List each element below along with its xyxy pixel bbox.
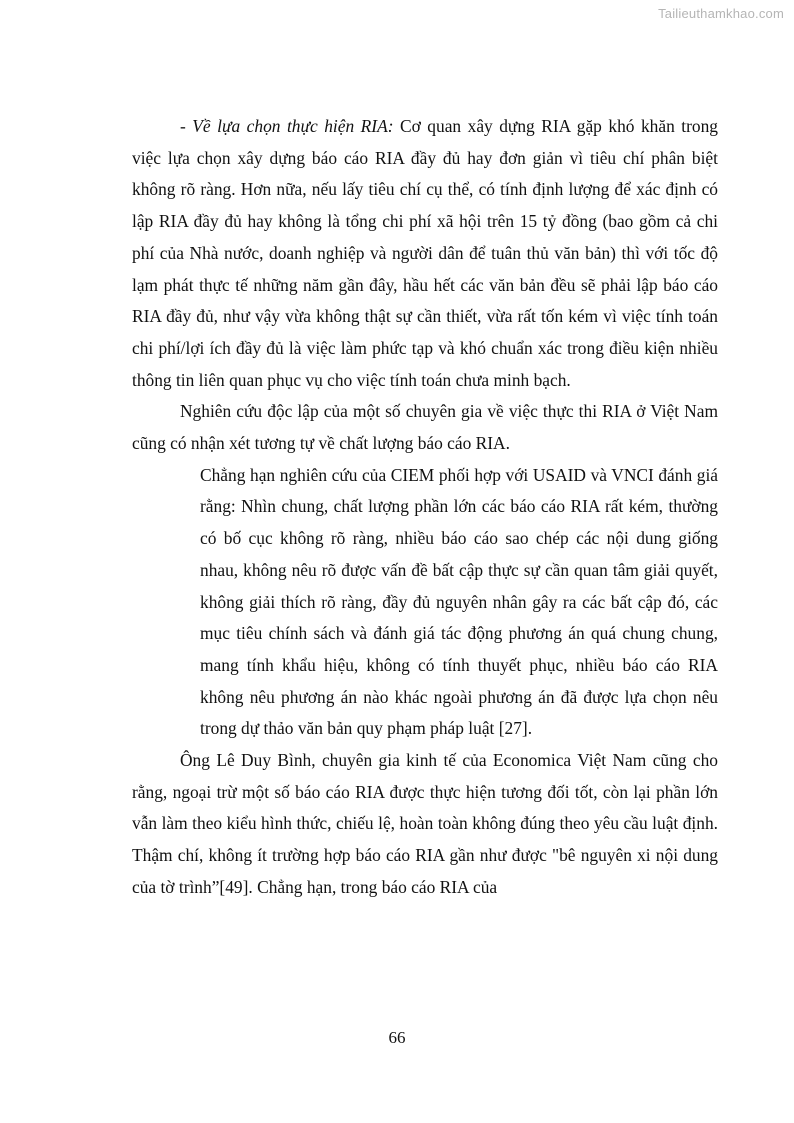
watermark: Tailieuthamkhao.com	[658, 6, 784, 21]
paragraph-independent-research: Nghiên cứu độc lập của một số chuyên gia về việc thực thi RIA ở Việt Nam cũng có nhận xét tương tự về chất lượng báo cáo RIA.	[132, 401, 718, 454]
paragraph-le-duy-binh: Ông Lê Duy Bình, chuyên gia kinh tế của Economica Việt Nam cũng cho rằng, ngoại trừ một số báo cáo RIA được thực hiện tương đối tốt, còn lại phần lớn vẫn làm theo kiểu hình thức, chiếu lệ, hoàn toàn không đúng theo yêu cầu luật định. Thậm chí, không ít trường hợp báo cáo RIA gần như được "bê nguyên xi nội dung của tờ trình”[49]. Chẳng hạn, trong báo cáo RIA của	[132, 750, 718, 897]
block-quote-ciem: Chẳng hạn nghiên cứu của CIEM phối hợp với USAID và VNCI đánh giá rằng: Nhìn chung, chất lượng phần lớn các báo cáo RIA rất kém, thường có bố cục không rõ ràng, nhiều báo cáo sao chép các nội dung giống nhau, không nêu rõ được vấn đề bất cập thực sự cần quan tâm giải quyết, không giải thích rõ ràng, đầy đủ nguyên nhân gây ra các bất cập đó, các mục tiêu chính sách và đánh giá tác động phương án quá chung chung, mang tính khẩu hiệu, không có tính thuyết phục, nhiều báo cáo RIA không nêu phương án nào khác ngoài phương án đã được lựa chọn nêu trong dự thảo văn bản quy phạm pháp luật [27].	[200, 464, 718, 739]
page-number: 66	[388, 1028, 406, 1047]
paragraph-ria-selection	[132, 111, 718, 396]
document-body	[132, 111, 718, 904]
paragraph-text: Cơ quan xây dựng RIA gặp khó khăn trong việc lựa chọn xây dựng báo cáo RIA đầy đủ hay đơn giản vì tiêu chí phân biệt không rõ ràng. Hơn nữa, nếu lấy tiêu chí cụ thể, có tính định lượng để xác định có lập RIA đầy đủ hay không là tổng chi phí xã hội trên 15 tỷ đồng (bao gồm cả chi phí của Nhà nước, doanh nghiệp và người dân để tuân thủ văn bản) thì với tốc độ lạm phát thực tế những năm gần đây, hầu hết các văn bản đều sẽ phải lập báo cáo RIA đầy đủ, như vậy vừa không thật sự cần thiết, vừa rất tốn kém vì việc tính toán chi phí/lợi ích đầy đủ là việc làm phức tạp và khó chuẩn xác trong điều kiện nhiều thông tin liên quan phục vụ cho việc tính toán chưa minh bạch.	[132, 116, 718, 390]
paragraph-lead: - Về lựa chọn thực hiện RIA:	[180, 116, 394, 136]
